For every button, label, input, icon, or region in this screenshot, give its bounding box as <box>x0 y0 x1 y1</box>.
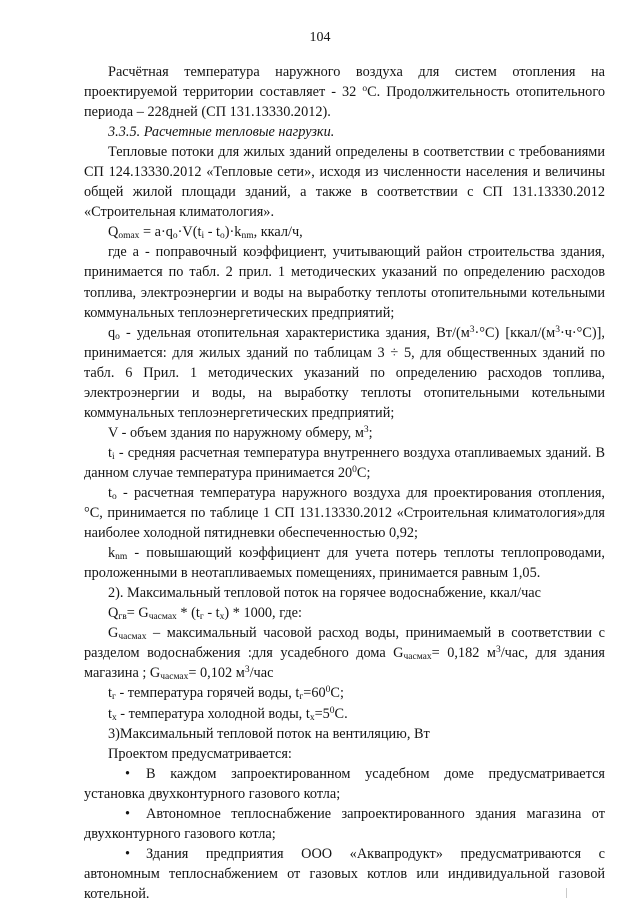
f: omax <box>118 231 140 242</box>
bullet-icon: • <box>124 765 130 782</box>
t: 0 <box>329 705 335 716</box>
f: nm <box>241 231 254 242</box>
paragraph-specific-characteristic <box>84 323 605 423</box>
formula-hot-water <box>84 603 605 623</box>
f: ·V(t <box>177 224 202 241</box>
t: Здания предприятия ООО «Аквапродукт» предусматриваются с автономным теплоснабжением от газовых котлов или индивидуальной газовой котельной. <box>84 845 605 902</box>
t: Автономное теплоснабжение запроектированного здания магазина от двухконтурного газового котла; <box>84 805 605 842</box>
paragraph-outdoor-temperature <box>84 62 605 122</box>
paragraph-loss-coefficient <box>84 543 605 583</box>
bullet-item-shop <box>84 804 605 844</box>
f: o <box>220 231 225 242</box>
t: ; <box>368 424 373 441</box>
f: - t <box>204 224 221 241</box>
paragraph-indoor-temperature <box>84 443 605 483</box>
t: 3 <box>495 645 501 656</box>
paragraph-heat-flows: Тепловые потоки для жилых зданий определены в соответствии с требованиями СП 124.13330.2012 «Тепловые сети», исходя из численности населения и величины общей жилой площади зданий, а также в соответствии с СП 131.13330.2012 «Строительная климатология». <box>84 144 605 221</box>
t: часмах <box>403 652 432 663</box>
t: t <box>108 444 112 461</box>
f: гв <box>118 612 127 623</box>
t: o <box>111 491 117 502</box>
t: i <box>111 451 115 462</box>
t: - средняя расчетная температура внутреннего воздуха отапливаемых зданий. В данном случае температура принимается 20 <box>84 444 605 481</box>
t: – максимальный часовой расход воды, принимаемый в соответствии с разделом водоснабжения :для усадебного дома G <box>84 625 605 662</box>
t: t <box>108 484 112 501</box>
scan-mark <box>566 888 567 898</box>
t: G <box>108 625 119 642</box>
t: х <box>111 712 117 723</box>
t: - температура холодной воды, t <box>116 705 310 722</box>
f: Q <box>108 605 119 622</box>
bullet-item-houses <box>84 764 605 804</box>
paragraph-cold-water-temperature <box>84 704 605 724</box>
t: /час, для здания магазина ; G <box>84 645 605 682</box>
page-number: 104 <box>309 30 331 45</box>
paragraph-volume <box>84 423 605 443</box>
t: = 0,182 м <box>431 645 496 662</box>
paragraph-ventilation: 3)Максимальный тепловой поток на вентиляцию, Вт <box>108 725 430 742</box>
f: = a·q <box>139 224 173 241</box>
f: o <box>172 231 178 242</box>
f: )·k <box>224 224 242 241</box>
t: nm <box>115 552 128 563</box>
t: - удельная отопительная характеристика здания, Вт/(м <box>119 324 470 341</box>
t: k <box>108 545 116 562</box>
f: = G <box>126 605 149 622</box>
paragraph-max-flow <box>84 623 605 683</box>
f: * (t <box>176 605 200 622</box>
f: Q <box>108 224 119 241</box>
t: 0 <box>352 464 357 475</box>
f: , ккал/ч, <box>253 224 303 241</box>
formula-heating-load <box>84 222 605 242</box>
t: = 0,102 м <box>188 665 245 682</box>
t: ·ч·°С)], принимается: для жилых зданий по таблицам 3 ÷ 5, для общественных зданий по табл. 6 Прил. 1 методических указаний по определению расходов топлива, электроэнергии и воды, на выработку теплоты отопительными котельными коммунальных теплоэнергетических предприятий; <box>84 324 605 421</box>
t: o <box>115 331 120 342</box>
paragraph-design-outdoor-temperature <box>84 483 605 543</box>
paragraph-hot-water-temperature <box>84 683 605 703</box>
t: г <box>299 692 304 703</box>
f: х <box>219 612 225 623</box>
t: х <box>309 712 315 723</box>
f: ) * 1000, где: <box>224 605 302 622</box>
text: Расчётная температура наружного воздуха для систем отопления на проектируемой территории составляет - 32 <box>84 64 605 101</box>
bullet-icon: • <box>124 805 130 822</box>
paragraph-coefficient-a: где а - поправочный коэффициент, учитывающий район строительства здания, принимается по табл. 2 прил. 1 методических указаний по определению расходов топлива, электроэнергии и воды на выработку теплоты отопительными котельными коммунальных теплоэнергетических предприятий; <box>84 244 605 321</box>
t: г <box>111 692 116 703</box>
t: часмах <box>118 632 147 643</box>
f: i <box>201 231 205 242</box>
t: С. <box>334 705 348 722</box>
paragraph-project-provides: Проектом предусматривается: <box>108 745 292 762</box>
f: г <box>199 612 204 623</box>
t: q <box>108 324 116 341</box>
t: =60 <box>303 685 326 702</box>
t: - расчетная температура наружного воздуха для проектирования отопления, °С, принимается по таблице 1 СП 131.13330.2012 «Строительная климатология»для наиболее холодной пятидневки обеспеченностью 0,92; <box>84 484 605 542</box>
t: 3 <box>363 424 369 435</box>
paragraph-hot-water-heading: 2). Максимальный тепловой поток на горячее водоснабжение, ккал/час <box>108 585 541 602</box>
section-title: 3.3.5. Расчетные тепловые нагрузки. <box>108 124 335 141</box>
bullet-item-enterprise <box>84 844 605 904</box>
t: t <box>108 705 112 722</box>
text: С. Продолжительность отопительного периода – 228дней (СП 131.13330.2012). <box>84 84 605 121</box>
t: - температура горячей воды, t <box>115 685 300 702</box>
t: V - объем здания по наружному обмеру, м <box>108 424 364 441</box>
t: 3 <box>469 324 475 335</box>
t: С; <box>356 464 371 481</box>
t: =5 <box>314 705 330 722</box>
bullet-icon: • <box>124 845 130 862</box>
superscript: o <box>362 84 368 95</box>
f: часмах <box>148 612 177 623</box>
t: ·°С) [ккал/(м <box>474 324 556 341</box>
document-body <box>84 62 605 904</box>
t: часмах <box>160 672 189 683</box>
f: - t <box>203 605 220 622</box>
t: В каждом запроектированном усадебном доме предусматривается установка двухконтурного газового котла; <box>84 765 605 802</box>
t: - повышающий коэффициент для учета потерь теплоты теплопроводами, проложенными в неотапливаемых помещениях, принимается равным 1,05. <box>84 545 605 582</box>
t: С; <box>330 685 344 702</box>
t: /час <box>249 665 274 682</box>
t: 3 <box>244 665 250 676</box>
t: 0 <box>325 685 331 696</box>
t: 3 <box>555 324 560 335</box>
t: t <box>108 685 112 702</box>
